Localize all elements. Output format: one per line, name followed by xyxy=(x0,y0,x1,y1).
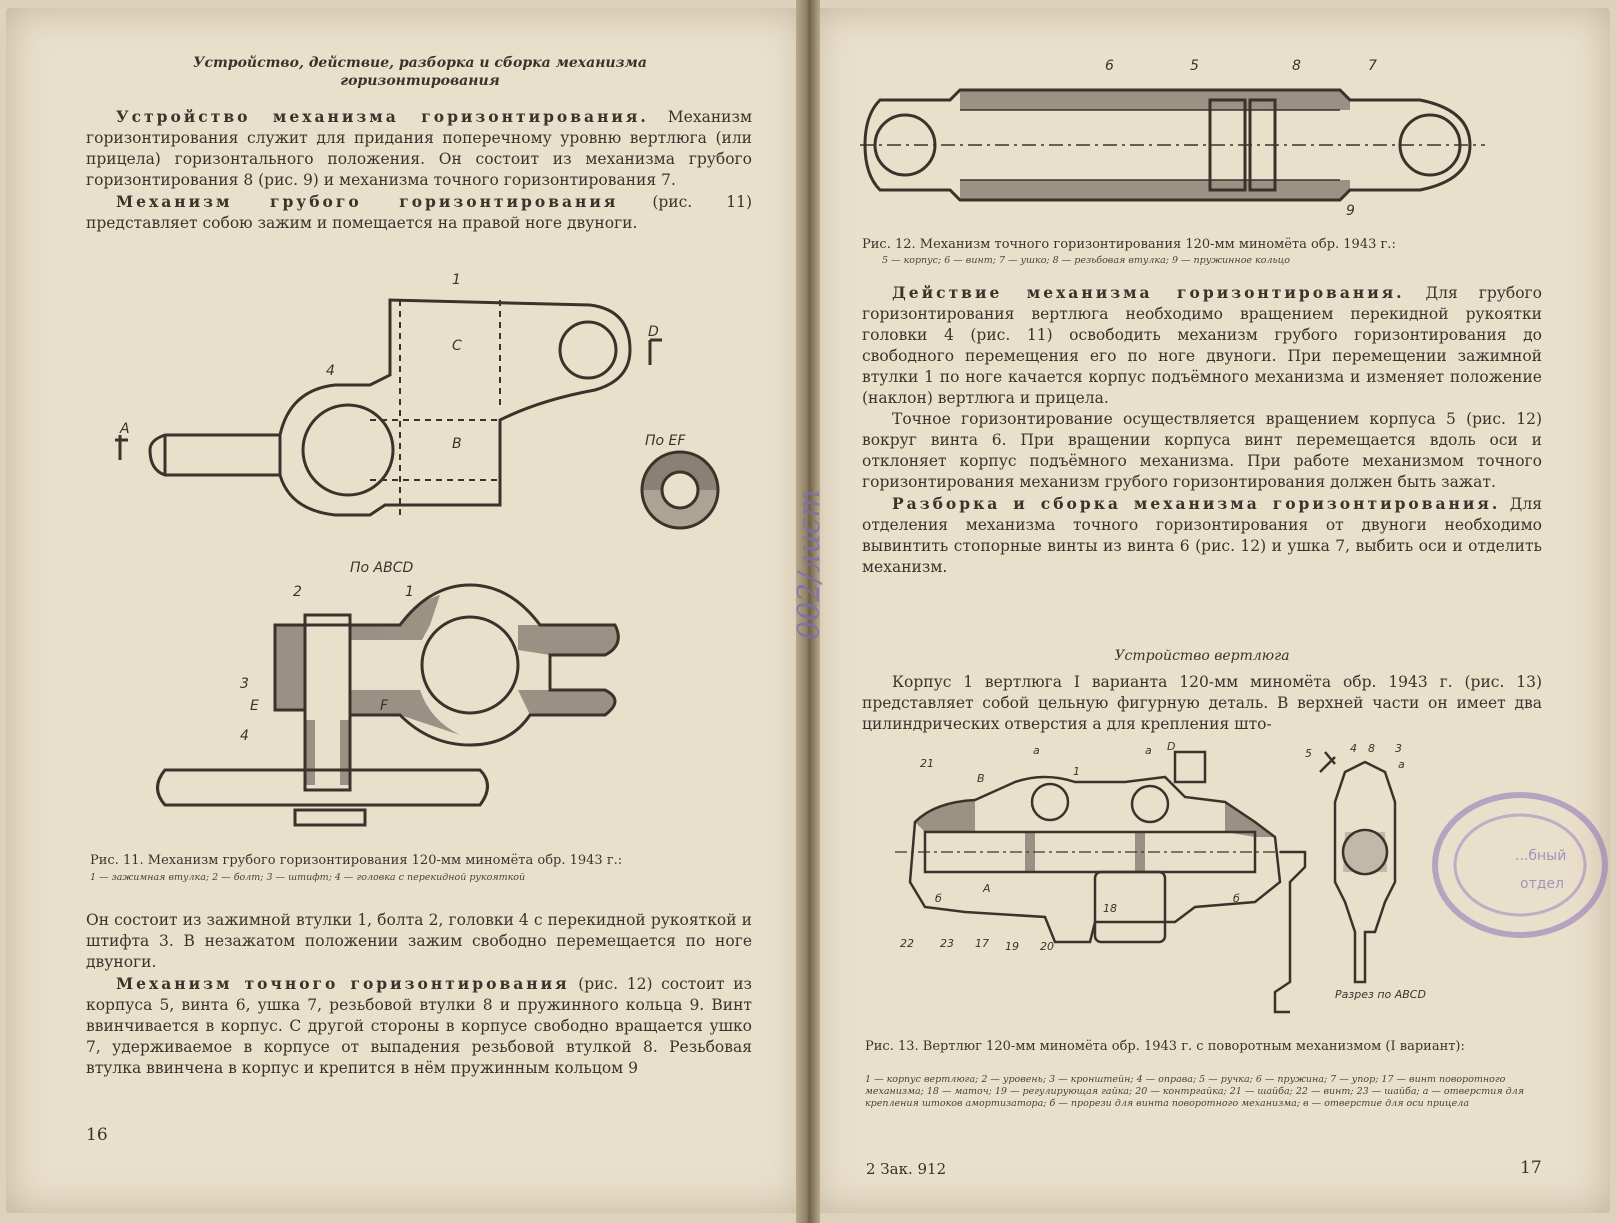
figure-12-caption: Рис. 12. Механизм точного горизонтирования 120-мм миномёта обр. 1943 г.: xyxy=(862,237,1396,252)
fig11-label-abcd: По АВСD xyxy=(350,560,414,576)
fig13-label-b3: б xyxy=(1233,892,1240,905)
paragraph-text: Точное горизонтирование осуществляется вращением корпуса 5 (рис. 12) вокруг винта 6. При вращении корпуса винт перемещается вдоль оси и отклоняет корпус подъёмного механизма. При работе механизмом точного горизонтирования механизм грубого горизонтирования должен быть зажат. xyxy=(862,410,1542,491)
fig13-label-18: 18 xyxy=(1103,902,1117,915)
figure-13-legend: 1 — корпус вертлюга; 2 — уровень; 3 — кронштейн; 4 — оправа; 5 — ручка; 6 — пружина; 7 — упор; 17 — винт поворотного механизма; 18 — маточ; 19 — регулирующая гайка; 20 — контргайка; 21 — шайба; 22 — винт; 23 — шайба; а — отверстия для крепления штоков амортизатора; б — прорези для винта поворотного механизма; в — отверстие для оси прицела xyxy=(865,1074,1524,1109)
fig11-label-f: F xyxy=(380,698,389,714)
fig13-label-22: 22 xyxy=(900,937,914,950)
fig12-label-5: 5 xyxy=(1190,58,1199,74)
fig11-label-1b: 1 xyxy=(405,584,414,600)
fig11-label-4b: 4 xyxy=(240,728,249,744)
handwritten-note: 002/лист xyxy=(792,488,827,640)
figure-12-drawing xyxy=(860,55,1500,220)
print-order-footer: 2 Зак. 912 xyxy=(866,1160,947,1178)
fig11-label-c: С xyxy=(452,338,462,354)
fig11-label-a: А xyxy=(120,421,130,437)
hatching-fig12 xyxy=(960,90,1350,200)
fig13-label-8: 8 xyxy=(1368,742,1375,755)
fig12-label-8: 8 xyxy=(1292,58,1301,74)
fig12-label-7: 7 xyxy=(1368,58,1377,74)
stamp-text-line-1: ...бный xyxy=(1515,848,1567,864)
hatching-ef xyxy=(642,452,718,528)
paragraph-text: Он состоит из зажимной втулки 1, болта 2, головки 4 с перекидной рукояткой и штифта 3. В незажатом положении зажим свободно перемещается по ноге двуноги. xyxy=(86,911,752,971)
fig11-label-ef: По ЕF xyxy=(645,433,686,449)
paragraph-title: Устройство механизма горизонтирования. xyxy=(116,107,649,126)
fig13-label-a2: а xyxy=(1145,744,1152,757)
right-paragraph-1 xyxy=(862,282,1542,578)
paragraph-title: Механизм грубого горизонтирования xyxy=(116,192,619,211)
fig13-label-5: 5 xyxy=(1305,747,1312,760)
paragraph-title: Разборка и сборка механизма горизонтирования. xyxy=(892,494,1501,513)
subsection-header: Устройство вертлюга xyxy=(1114,648,1290,664)
left-page-number: 16 xyxy=(86,1125,108,1145)
right-paragraph-2 xyxy=(862,672,1542,735)
figure-13-caption: Рис. 13. Вертлюг 120-мм миномёта обр. 1943 г. с поворотным механизмом (I вариант): xyxy=(865,1039,1465,1054)
figure-11-legend: 1 — зажимная втулка; 2 — болт; 3 — штифт; 4 — головка с перекидной рукояткой xyxy=(90,872,526,883)
hatching-fig13 xyxy=(915,800,1387,872)
fig13-label-a-section: А xyxy=(983,882,991,895)
stamp-text-line-2: отдел xyxy=(1520,876,1564,892)
fig13-label-a1: а xyxy=(1033,744,1040,757)
fig12-label-6: 6 xyxy=(1105,58,1114,74)
fig11-label-d: D xyxy=(648,324,659,340)
paragraph-text: Корпус 1 вертлюга I варианта 120-мм миномёта обр. 1943 г. (рис. 13) представляет собой цельную фигурную деталь. В верхней части он имеет два цилиндрических отверстия а для крепления што- xyxy=(862,673,1542,733)
fig13-label-3: 3 xyxy=(1395,742,1402,755)
fig13-label-4: 4 xyxy=(1350,742,1357,755)
fig13-label-1: 1 xyxy=(1073,765,1080,778)
figure-11-drawing xyxy=(100,270,760,860)
fig13-label-20: 20 xyxy=(1040,940,1054,953)
fig13-label-b2: б xyxy=(935,892,942,905)
fig13-label-17: 17 xyxy=(975,937,989,950)
paragraph-title: Механизм точного горизонтирования xyxy=(116,974,570,993)
paragraph-text: Механизм горизонтирования служит для придания поперечному уровню вертлюга (или прицела) горизонтального положения. Он состоит из механизма грубого горизонтирования 8 (рис. 9) и механизма точного горизонтирования 7. xyxy=(86,108,752,189)
fig13-label-a3: а xyxy=(1398,758,1405,771)
figure-12-legend: 5 — корпус; 6 — винт; 7 — ушко; 8 — резьбовая втулка; 9 — пружинное кольцо xyxy=(882,255,1291,266)
fig11-label-e: Е xyxy=(250,698,259,714)
section-header: Устройство, действие, разборка и сборка механизма горизонтирования xyxy=(193,55,647,89)
fig13-label-19: 19 xyxy=(1005,940,1019,953)
paragraph-text: (рис. 12) состоит из корпуса 5, винта 6, ушка 7, резьбовой втулки 8 и пружинного кольца 9. Винт ввинчивается в корпус. С другой стороны в корпусе свободно вращается ушко 7, удерживаемое в корпусе от выпадения резьбовой втулкой 8. Резьбовая втулка ввинчена в корпус и крепится в нём пружинным кольцом 9 xyxy=(86,975,752,1077)
fig11-label-b: В xyxy=(452,436,462,452)
paragraph-text: Для грубого горизонтирования вертлюга необходимо вращением перекидной рукоятки головки 4 (рис. 11) освободить механизм грубого горизонтирования до свободного перемещения его по ноге двуноги. При перемещении зажимной втулки 1 по ноге качается корпус подъёмного механизма и изменяет положение (наклон) вертлюга и прицела. xyxy=(862,284,1542,407)
paragraph-text: (рис. 11) представляет собою зажим и помещается на правой ноге двуноги. xyxy=(86,193,752,232)
fig11-label-1: 1 xyxy=(452,272,461,288)
paragraph-title: Действие механизма горизонтирования. xyxy=(892,283,1405,302)
paragraph-text: Для отделения механизма точного горизонтирования от двуноги необходимо вывинтить стопорные винты из винта 6 (рис. 12) и ушка 7, выбить оси и отделить механизм. xyxy=(862,495,1542,576)
fig11-label-4: 4 xyxy=(326,363,335,379)
fig11-label-3: 3 xyxy=(240,676,249,692)
fig13-label-23: 23 xyxy=(940,937,954,950)
left-paragraph-2 xyxy=(86,910,752,1079)
figure-11-caption: Рис. 11. Механизм грубого горизонтирования 120-мм миномёта обр. 1943 г.: xyxy=(90,853,623,868)
library-stamp xyxy=(1420,780,1610,950)
fig12-label-9: 9 xyxy=(1346,203,1355,219)
fig13-label-b: В xyxy=(977,772,985,785)
fig13-label-d: D xyxy=(1167,742,1176,753)
left-paragraph-1 xyxy=(86,106,752,234)
fig13-label-21: 21 xyxy=(920,757,934,770)
right-page-number: 17 xyxy=(1520,1158,1542,1178)
fig11-label-2: 2 xyxy=(293,584,302,600)
fig13-label-razrez: Разрез по АВСD xyxy=(1335,988,1426,1001)
